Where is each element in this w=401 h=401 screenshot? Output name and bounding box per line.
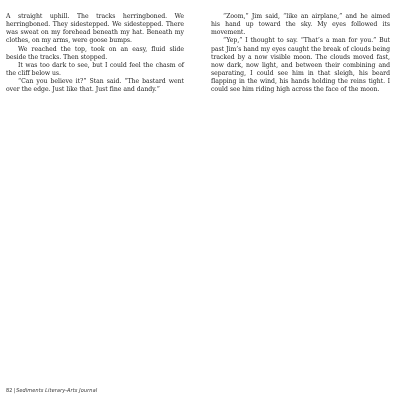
paragraph: It was too dark to see, but I could feel the chasm of the cliff below us. — [6, 61, 184, 78]
page-footer — [6, 388, 97, 395]
text-column-right — [211, 13, 390, 95]
journal-name: Sediments Literary-Arts Journal — [16, 388, 98, 394]
paragraph: “Yep,” I thought to say. “That’s a man for you.” But past Jim’s hand my eyes caught the break of clouds being tracked by a now visible moon. The clouds moved fast, now dark, now light, and between their combining and separating, I could see him in that sleigh, his beard flapping in the wind, his hands holding the reins tight. I could see him riding high across the face of the moon. — [211, 37, 390, 94]
paragraph: “Zoom,” Jim said, “like an airplane,” and he aimed his hand up toward the sky. My eyes followed its movement. — [211, 13, 390, 37]
paragraph: “Can you believe it?” Stan said. “The bastard went over the edge. Just like that. Just fine and dandy.” — [6, 78, 184, 94]
text-column-left — [6, 13, 184, 95]
paragraph: A straight uphill. The tracks herringboned. We herringboned. They sidestepped. We sidestepped. There was sweat on my forehead beneath my hat. Beneath my clothes, on my arms, were goose bumps. — [6, 13, 184, 45]
paragraph: We reached the top, took on an easy, fluid slide beside the tracks. Then stopped. — [6, 45, 184, 61]
footer-separator: | — [13, 388, 16, 394]
page-number: 82 — [6, 388, 13, 394]
